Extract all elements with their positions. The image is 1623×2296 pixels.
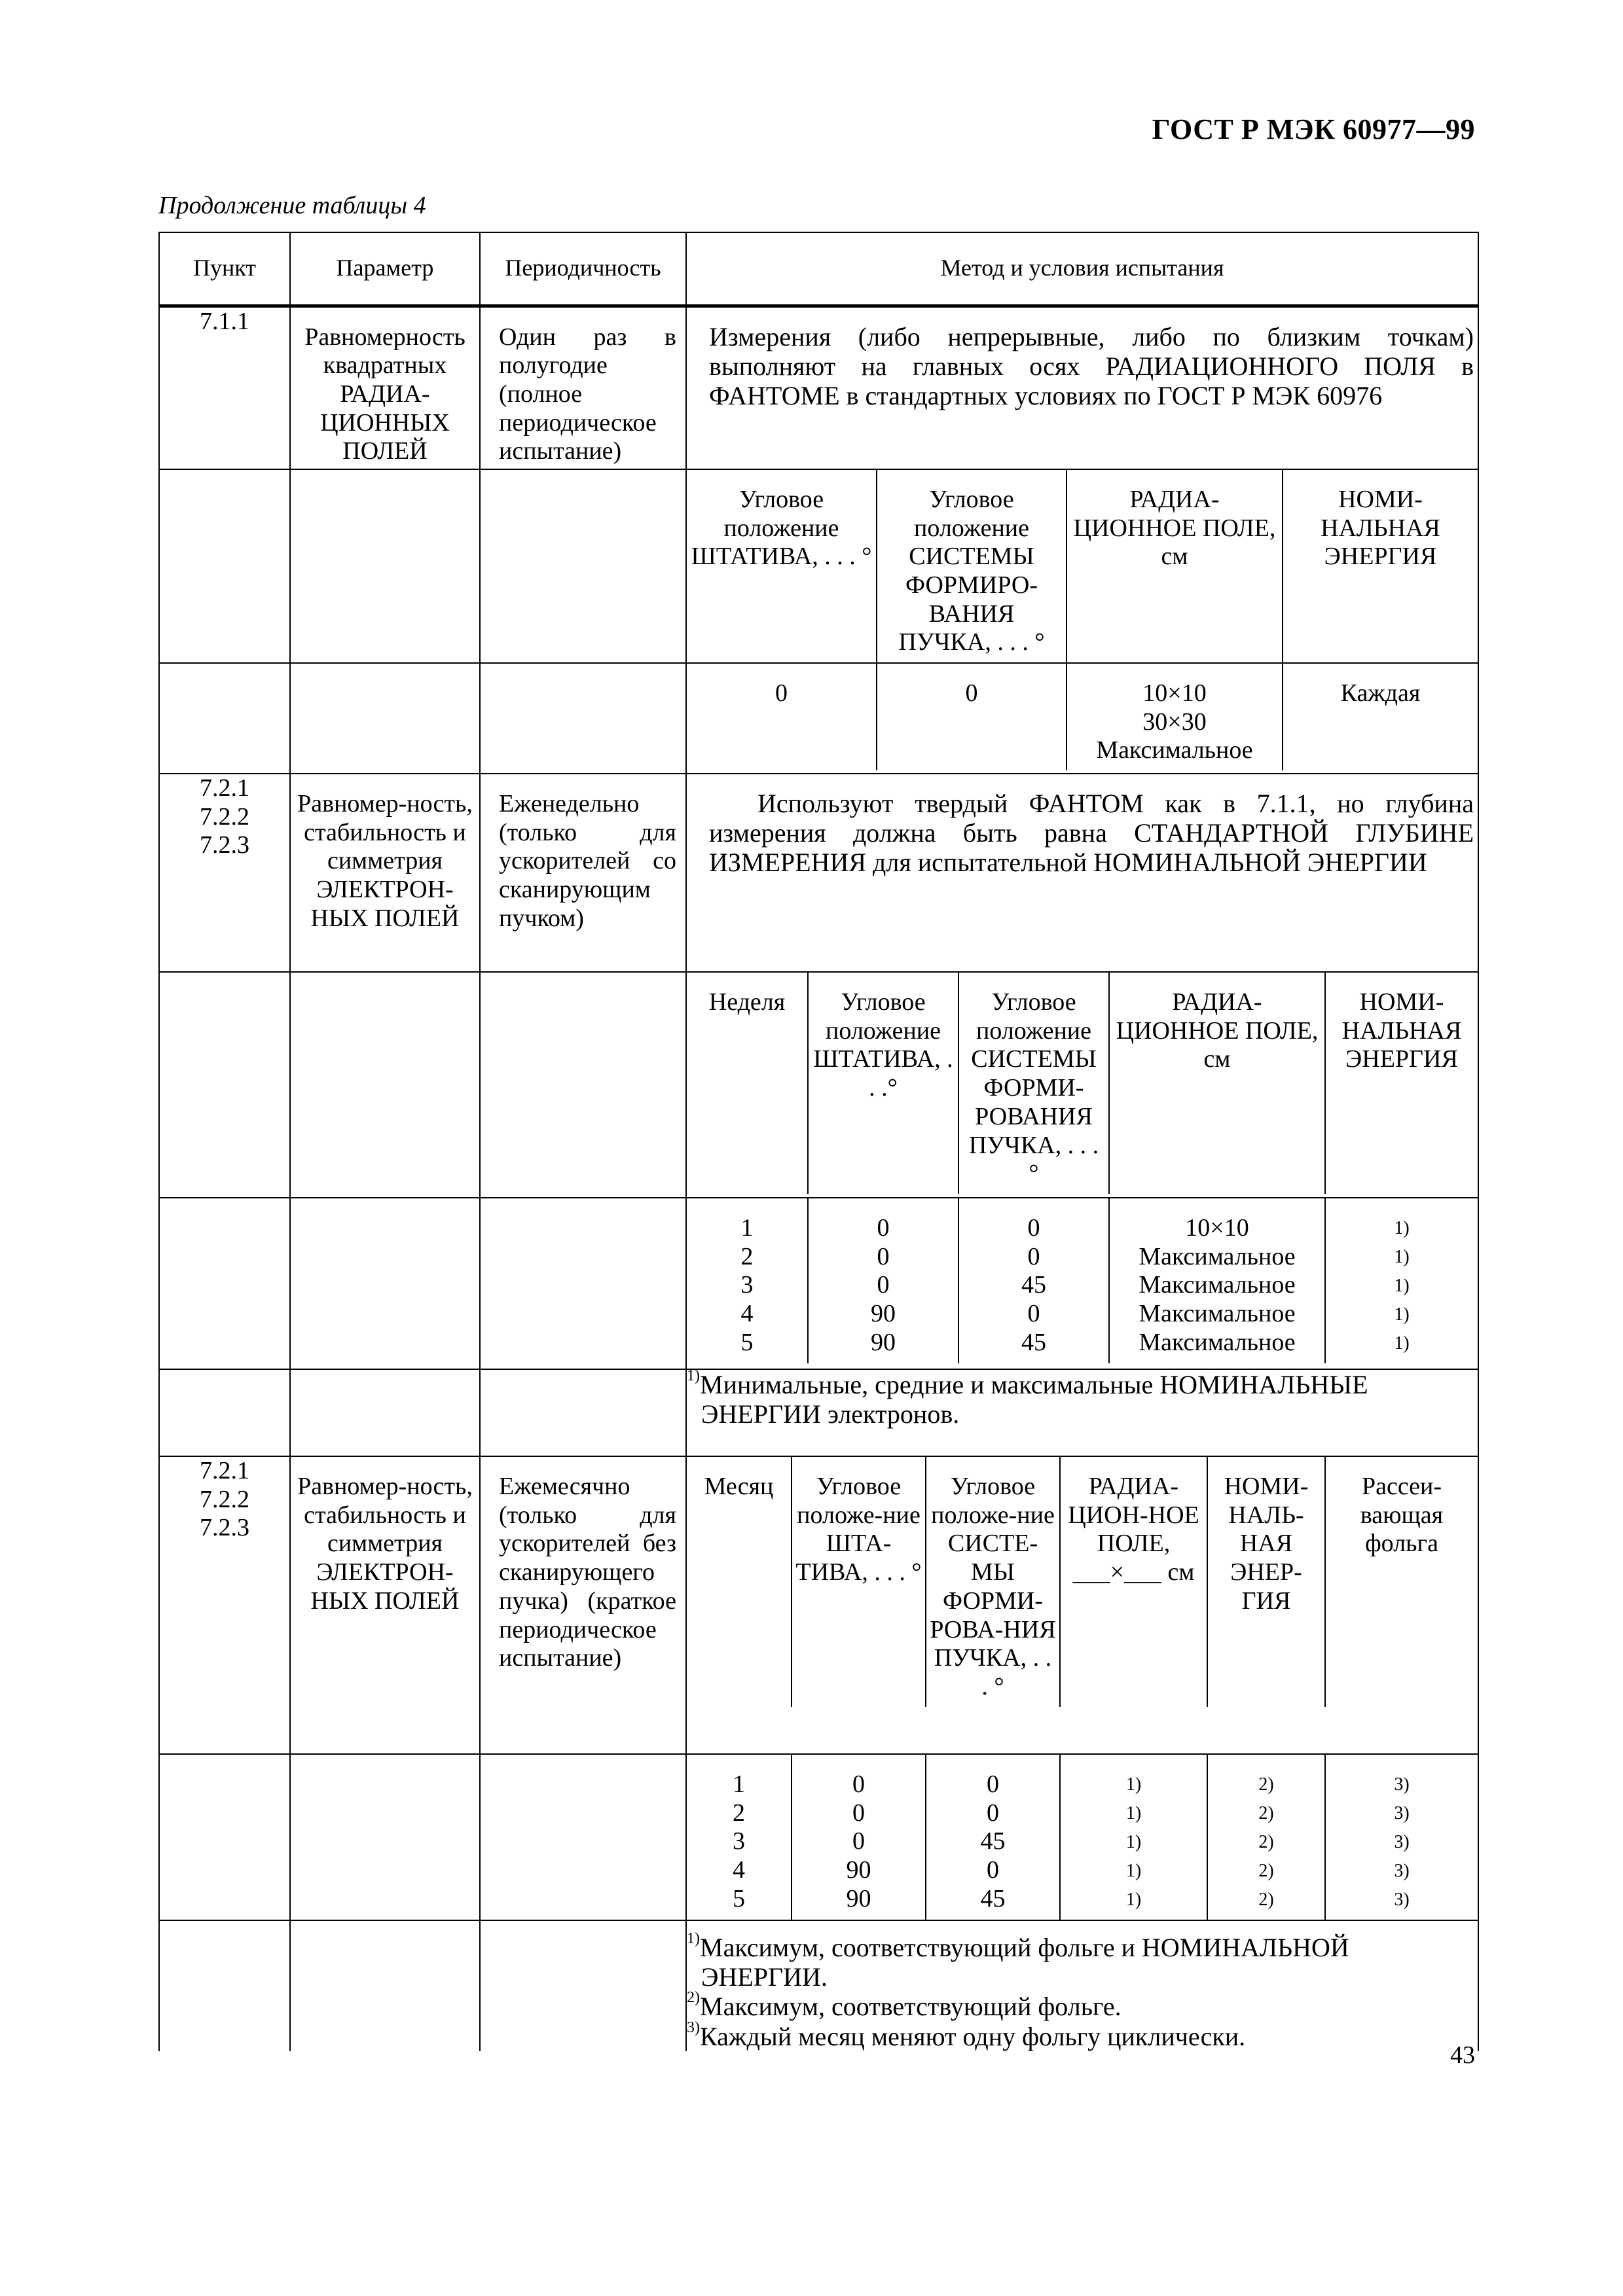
sub-header-month: Месяц <box>704 1473 774 1501</box>
sub-header-energy: НОМИ-НАЛЬНАЯ ЭНЕРГИЯ <box>1325 973 1478 1194</box>
energy-footnote-refs: 1) 1) 1) 1) 1) <box>1325 1198 1478 1363</box>
field-values: 10×10 30×30 Максимальное <box>1067 664 1283 770</box>
document-id: ГОСТ Р МЭК 60977—99 <box>1152 113 1475 145</box>
sub-header-beam-system: Угловое положе-ние СИСТЕ-МЫ ФОРМИ-РОВА-НИЯ ПУЧКА, . . . ° <box>926 1457 1060 1707</box>
month-values: 1 2 3 4 5 <box>733 1770 745 1912</box>
col-header-item: Пункт <box>159 232 290 306</box>
parameter-cell: Равномер-ность, стабильность и симметрия ЭЛЕКТРОН-НЫХ ПОЛЕЙ <box>290 1456 480 1754</box>
sub-header-table <box>687 973 1478 1194</box>
sub-values-table <box>687 664 1478 770</box>
table-row <box>159 1456 1478 1754</box>
parameter-cell: Равномер-ность, стабильность и симметрия ЭЛЕКТРОН-НЫХ ПОЛЕЙ <box>290 774 480 972</box>
table-continuation-caption: Продолжение таблицы 4 <box>158 192 426 219</box>
gantry-value: 0 <box>775 679 788 708</box>
periodicity-cell: Ежемесячно (только для ускорителей без сканирующего пучка) (краткое периодическое испытание) <box>480 1456 686 1754</box>
sub-values-table <box>687 1755 1478 1920</box>
col-header-periodicity: Периодичность <box>480 232 686 306</box>
sub-header-field: РАДИА-ЦИОННОЕ ПОЛЕ, см <box>1109 973 1325 1194</box>
table-row <box>159 1920 1478 2051</box>
sub-header-field: РАДИА-ЦИОННОЕ ПОЛЕ, см <box>1067 470 1283 662</box>
table-row <box>159 1369 1478 1456</box>
beam-value: 0 <box>877 664 1067 770</box>
table-row <box>159 469 1478 663</box>
table-row <box>159 1754 1478 1920</box>
gantry-values: 0 0 0 90 90 <box>808 1198 958 1363</box>
gantry-values: 0 0 0 90 90 <box>792 1755 926 1920</box>
beam-values: 0 0 45 0 45 <box>958 1198 1109 1363</box>
table-row <box>159 663 1478 774</box>
sub-header-beam-system: Угловое положение СИСТЕМЫ ФОРМИРО-ВАНИЯ ПУЧКА, . . . ° <box>877 470 1067 662</box>
test-table <box>158 232 1479 2051</box>
sub-header-gantry: Угловое положение ШТАТИВА, . . . ° <box>691 485 872 571</box>
periodicity-cell: Один раз в полугодие (полное периодическое испытание) <box>480 306 686 469</box>
energy-footnote-refs: 2) 2) 2) 2) 2) <box>1207 1755 1325 1920</box>
method-cell: Измерения (либо непрерывные, либо по близким точкам) выполняют на главных осях РАДИАЦИОННОГО ПОЛЯ в ФАНТОМЕ в стандартных условиях по ГОСТ Р МЭК 60976 <box>686 306 1478 469</box>
footnote: $^{1)}$Минимальные, средние и максимальные НОМИНАЛЬНЫЕ ЭНЕРГИИ электронов. <box>686 1369 1478 1456</box>
page-number: 43 <box>1450 2041 1475 2069</box>
energy-value: Каждая <box>1283 664 1478 770</box>
beam-values: 0 0 45 0 45 <box>926 1755 1060 1920</box>
week-values: 1 2 3 4 5 <box>740 1214 754 1356</box>
method-cell: Используют твердый ФАНТОМ как в 7.1.1, но глубина измерения должна быть равна СТАНДАРТНОЙ ГЛУБИНЕ ИЗМЕРЕНИЯ для испытательной НОМИНАЛЬНОЙ ЭНЕРГИИ <box>686 774 1478 972</box>
sub-header-energy: НОМИ-НАЛЬНАЯ ЭНЕРГИЯ <box>1283 470 1478 662</box>
sub-header-energy: НОМИ-НАЛЬ-НАЯ ЭНЕР-ГИЯ <box>1207 1457 1325 1707</box>
item-number: 7.1.1 <box>159 306 290 469</box>
sub-header-gantry: Угловое положение ШТАТИВА, . . .° <box>808 973 958 1194</box>
col-header-method: Метод и условия испытания <box>686 232 1478 306</box>
col-header-parameter: Параметр <box>290 232 480 306</box>
parameter-cell: Равномерность квадратных РАДИА-ЦИОННЫХ ПОЛЕЙ <box>290 306 480 469</box>
table-row <box>159 306 1478 469</box>
item-numbers: 7.2.1 7.2.2 7.2.3 <box>159 1456 290 1754</box>
sub-header-beam-system: Угловое положение СИСТЕМЫ ФОРМИ-РОВАНИЯ ПУЧКА, . . . ° <box>958 973 1109 1194</box>
item-numbers: 7.2.1 7.2.2 7.2.3 <box>159 774 290 972</box>
sub-header-gantry: Угловое положе-ние ШТА-ТИВА, . . . ° <box>792 1457 926 1707</box>
sub-values-table <box>687 1198 1478 1363</box>
sub-header-table <box>687 470 1478 662</box>
footnotes: $^{1)}$Максимум, соответствующий фольге и НОМИНАЛЬНОЙ ЭНЕРГИИ. $^{2)}$Максимум, соответствующий фольге. $^{3)}$Каждый месяц меняют одну фольгу циклически. <box>686 1920 1478 2051</box>
table-row <box>159 972 1478 1198</box>
table-row <box>159 1198 1478 1369</box>
foil-footnote-refs: 3) 3) 3) 3) 3) <box>1325 1755 1478 1920</box>
sub-header-foil: Рассеи-вающая фольга <box>1325 1457 1478 1707</box>
table-row <box>159 774 1478 972</box>
sub-header-field: РАДИА-ЦИОН-НОЕ ПОЛЕ, ___×___ см <box>1060 1457 1207 1707</box>
field-footnote-refs: 1) 1) 1) 1) 1) <box>1060 1755 1207 1920</box>
periodicity-cell: Еженедельно (только для ускорителей со сканирующим пучком) <box>480 774 686 972</box>
field-values: 10×10 Максимальное Максимальное Максимальное Максимальное <box>1109 1198 1325 1363</box>
sub-header-week: Неделя <box>708 988 786 1016</box>
sub-header-table <box>687 1457 1478 1707</box>
